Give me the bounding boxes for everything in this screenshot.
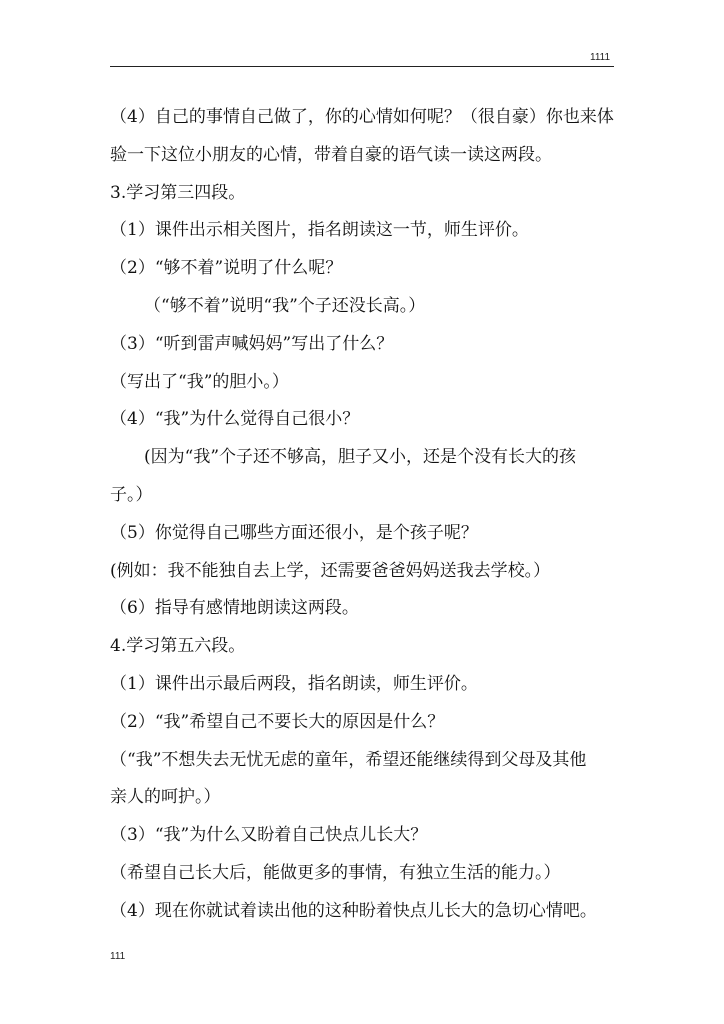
answer-line: （“我”不想失去无忧无虑的童年，希望还能继续得到父母及其他 xyxy=(110,749,587,770)
answer-line: （写出了“我”的胆小。） xyxy=(110,371,289,392)
text-line: （4）自己的事情自己做了，你的心情如何呢？（很自豪）你也来体 xyxy=(110,107,614,127)
text-line: （1）课件出示最后两段，指名朗读，师生评价。 xyxy=(110,673,478,694)
text-line: （6）指导有感情地朗读这两段。 xyxy=(110,598,359,619)
text-line: （3）“我”为什么又盼着自己快点儿长大？ xyxy=(110,825,428,846)
section-heading: 3.学习第三四段。 xyxy=(110,182,246,203)
section-heading: 4.学习第五六段。 xyxy=(110,636,246,657)
header-page-number: 1111 xyxy=(590,52,611,63)
answer-line: 子。） xyxy=(110,484,153,505)
answer-line: (因为“我”个子还不够高，胆子又小，还是个没有长大的孩 xyxy=(144,447,577,468)
footer-page-number: 111 xyxy=(110,951,126,962)
text-line: （1）课件出示相关图片，指名朗读这一节，师生评价。 xyxy=(110,220,529,241)
text-line: （3）“听到雷声喊妈妈”写出了什么？ xyxy=(110,333,394,354)
answer-line: 亲人的呵护。） xyxy=(110,787,221,808)
header-rule xyxy=(110,66,614,67)
text-line: （4）“我”为什么觉得自己很小？ xyxy=(110,409,360,430)
answer-line: （“够不着”说明“我”个子还没长高。） xyxy=(144,295,426,316)
answer-line: (例如：我不能独自去上学，还需要爸爸妈妈送我去学校。） xyxy=(110,560,551,581)
text-line: 验一下这位小朋友的心情，带着自豪的语气读一读这两段。 xyxy=(110,144,552,165)
answer-line: （希望自己长大后，能做更多的事情，有独立生活的能力。） xyxy=(110,862,561,883)
text-line: （2）“我”希望自己不要长大的原因是什么？ xyxy=(110,711,445,732)
text-line: （4）现在你就试着读出他的这种盼着快点儿长大的急切心情吧。 xyxy=(110,900,597,921)
document-body xyxy=(110,99,614,931)
text-line: （2）“够不着”说明了什么呢？ xyxy=(110,258,343,279)
text-line: （5）你觉得自己哪些方面还很小，是个孩子呢？ xyxy=(110,522,478,543)
